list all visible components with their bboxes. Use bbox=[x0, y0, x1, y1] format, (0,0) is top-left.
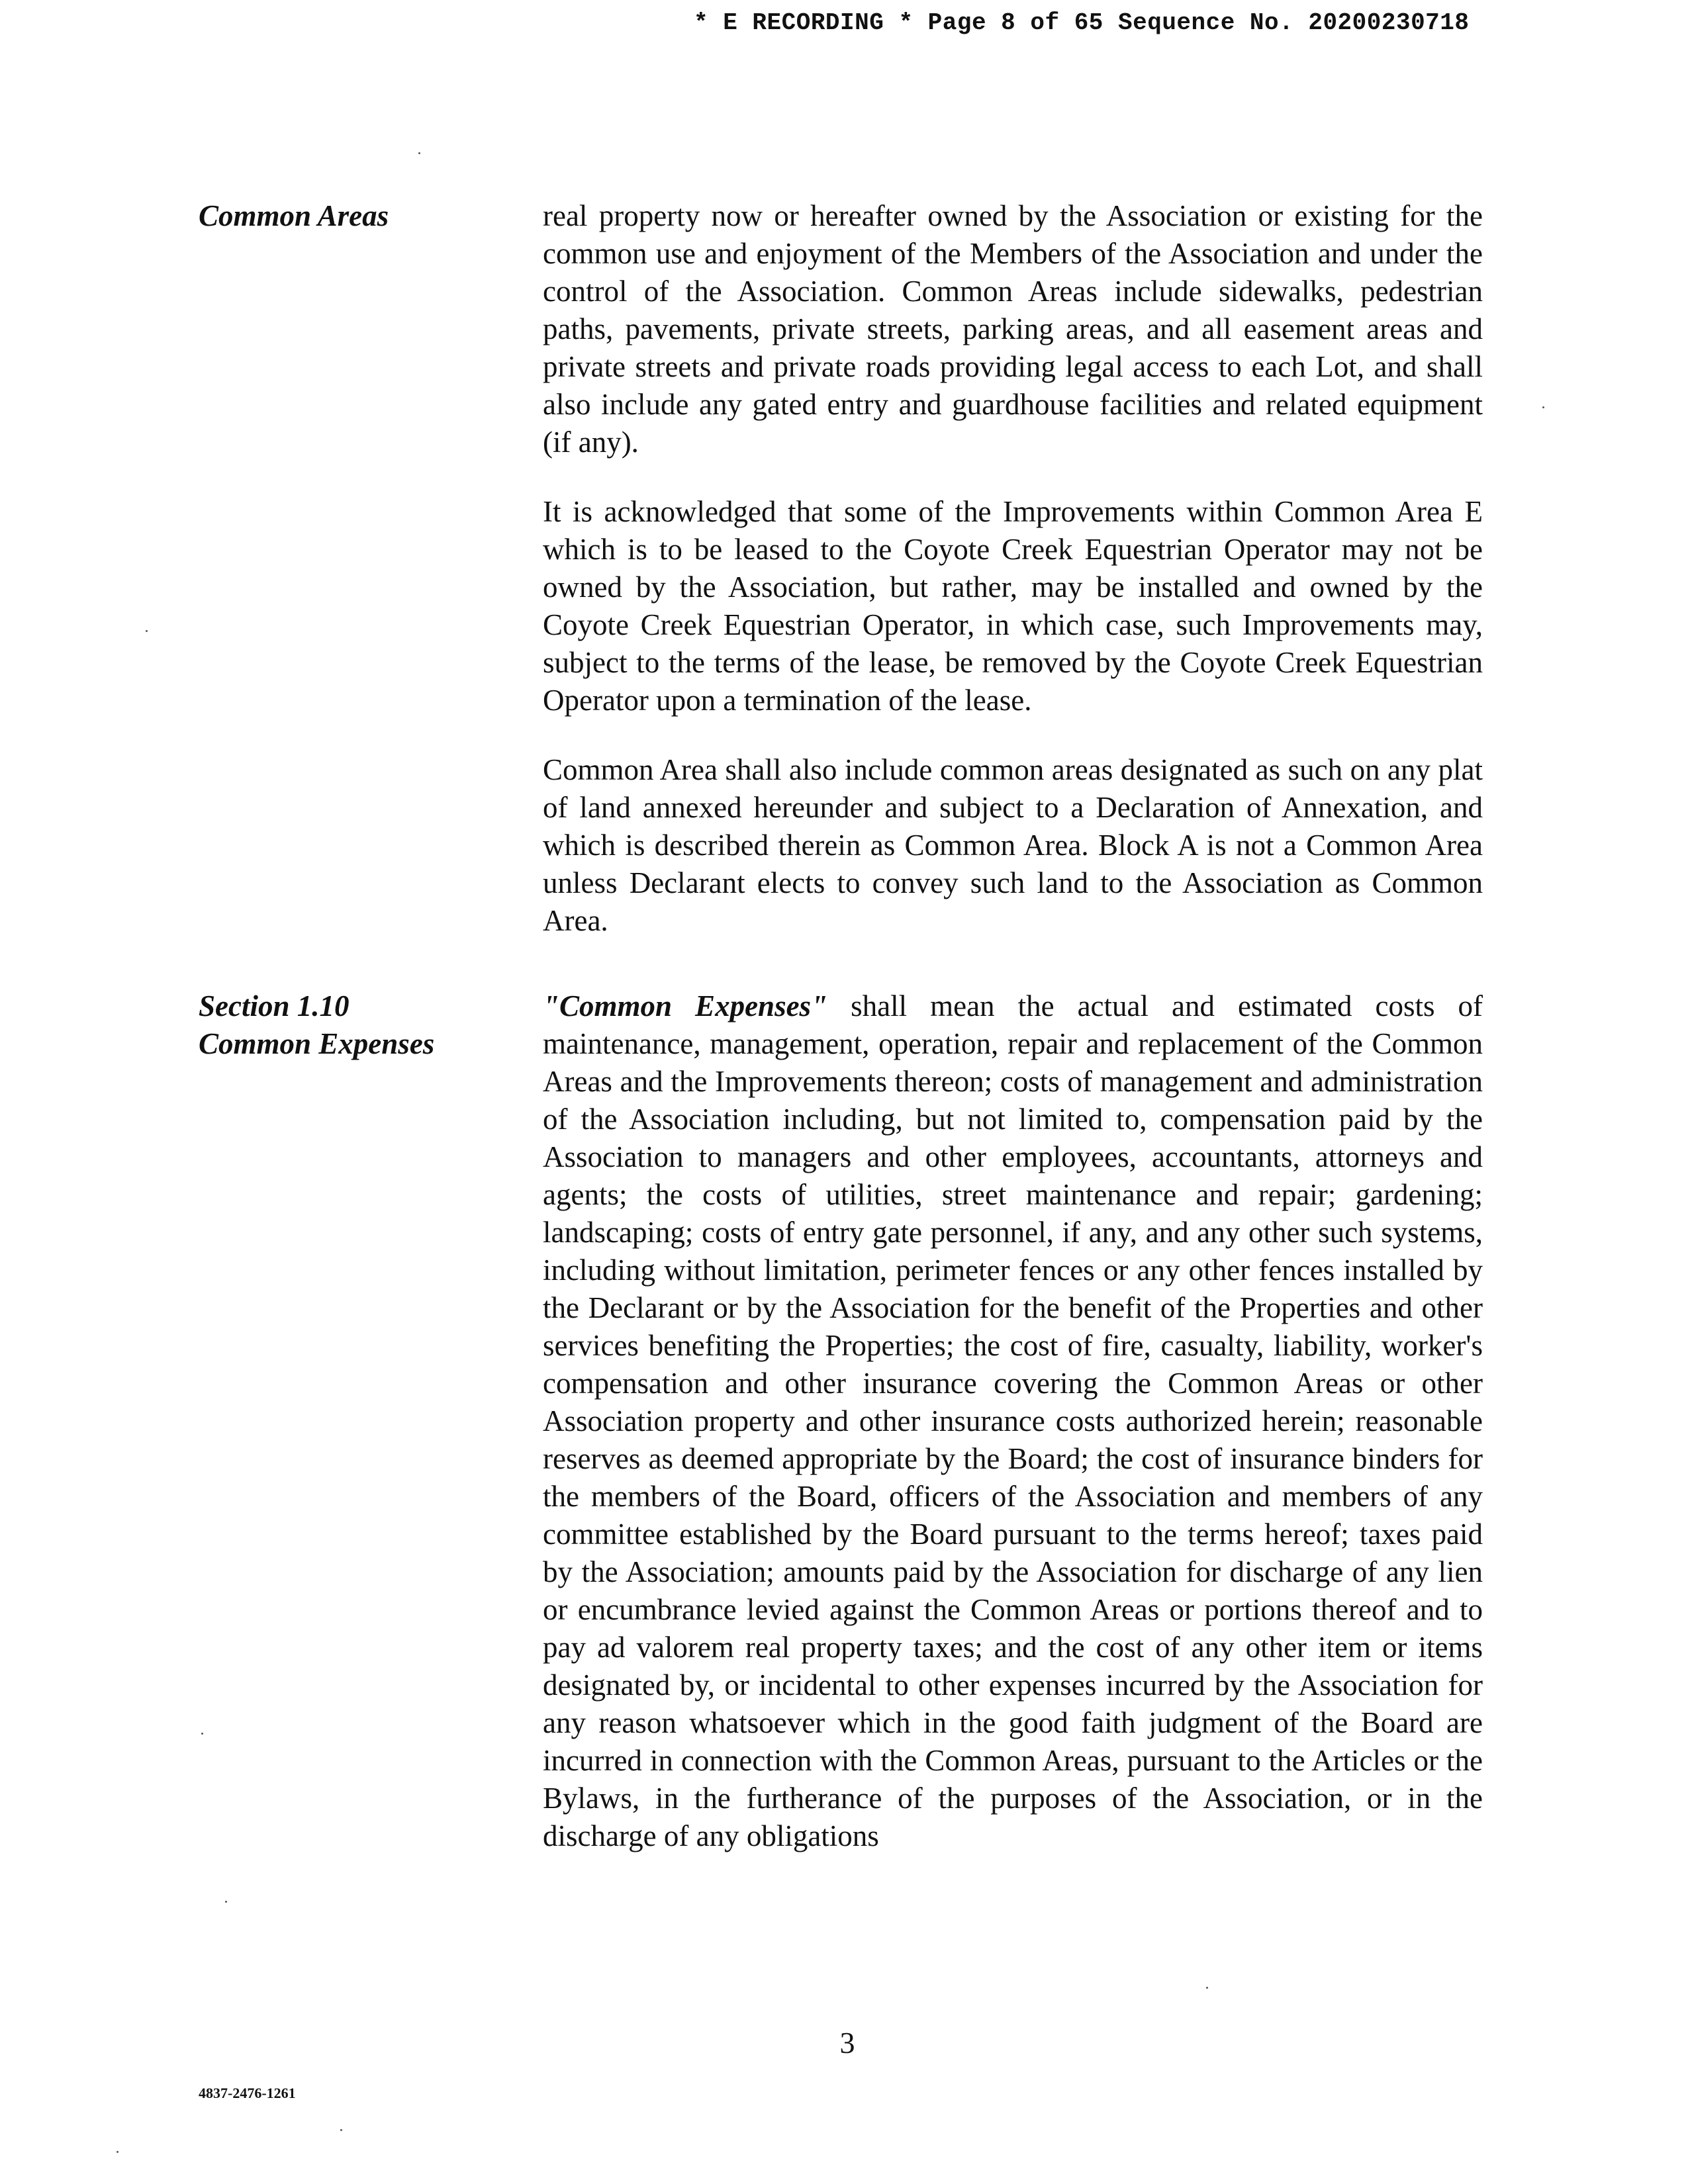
definition-text: shall mean the actual and estimated costs of maintenance, management, operation, repair and replacement of the Common Areas and the Improvements thereon; costs of management and administration of the Association including, but not limited to, compensation paid by the Association to managers and other employees, accountants, attorneys and agents; the costs of utilities, street maintenance and repair; gardening; landscaping; costs of entry gate personnel, if any, and any other such systems, including without limitation, perimeter fences or any other fences installed by the Declarant or by the Association for the benefit of the Properties and other services benefiting the Properties; the cost of fire, casualty, liability, worker's compensation and other insurance covering the Common Areas or other Association property and other insurance costs authorized herein; reasonable reserves as deemed appropriate by the Board; the cost of insurance binders for the members of the Board, officers of the Association and members of any committee established by the Board pursuant to the terms hereof; taxes paid by the Association; amounts paid by the Association for discharge of any lien or encumbrance levied against the Common Areas or portions thereof and to pay ad valorem real property taxes; and the cost of any other item or items designated by, or incidental to other expenses incurred by the Association for any reason whatsoever which in the good faith judgment of the Board are incurred in connection with the Common Areas, pursuant to the Articles or the Bylaws, in the furtherance of the purposes of the Association, or in the discharge of any obligations bbox=[543, 989, 1483, 1852]
section-label-common-areas bbox=[199, 197, 389, 235]
scan-speck bbox=[201, 1733, 203, 1735]
section-label-common-expenses bbox=[199, 987, 434, 1063]
page-number: 3 bbox=[839, 2026, 855, 2060]
section-label-line: Common Areas bbox=[199, 199, 389, 232]
scan-speck bbox=[1542, 406, 1544, 408]
recording-header: * E RECORDING * Page 8 of 65 Sequence No. 20200230718 bbox=[694, 9, 1470, 36]
body-paragraph: Common Area shall also include common areas designated as such on any plat of land annexed hereunder and subject to a Declaration of Annexation, and which is described therein as Common Area. Block A is not a Common Area unless Declarant elects to convey such land to the Association as Common Area. bbox=[543, 753, 1483, 937]
defined-term: "Common Expenses" bbox=[543, 989, 828, 1023]
body-paragraph: real property now or hereafter owned by the Association or existing for the common use and enjoyment of the Members of the Association and under the control of the Association. Common Areas include sidewalks, pedestrian paths, pavements, private streets, parking areas, and all easement areas and private streets and private roads providing legal access to each Lot, and shall also include any gated entry and guardhouse facilities and related equipment (if any). bbox=[543, 199, 1483, 459]
section-number: Section 1.10 bbox=[199, 989, 350, 1023]
scan-speck bbox=[146, 630, 148, 632]
section-title: Common Expenses bbox=[199, 1027, 435, 1060]
section-body-common-areas bbox=[543, 197, 1483, 972]
document-id: 4837-2476-1261 bbox=[199, 2085, 296, 2101]
scan-speck bbox=[340, 2129, 342, 2131]
scan-speck bbox=[1206, 1987, 1208, 1989]
body-paragraph bbox=[543, 987, 1483, 1855]
scan-speck bbox=[418, 152, 420, 154]
section-body-common-expenses bbox=[543, 987, 1483, 1887]
scan-speck bbox=[225, 1901, 227, 1903]
body-paragraph: It is acknowledged that some of the Improvements within Common Area E which is to be leased to the Coyote Creek Equestrian Operator may not be owned by the Association, but rather, may be installed and owned by the Coyote Creek Equestrian Operator, in which case, such Improvements may, subject to the terms of the lease, be removed by the Coyote Creek Equestrian Operator upon a termination of the lease. bbox=[543, 495, 1483, 717]
scan-speck bbox=[117, 2151, 118, 2153]
